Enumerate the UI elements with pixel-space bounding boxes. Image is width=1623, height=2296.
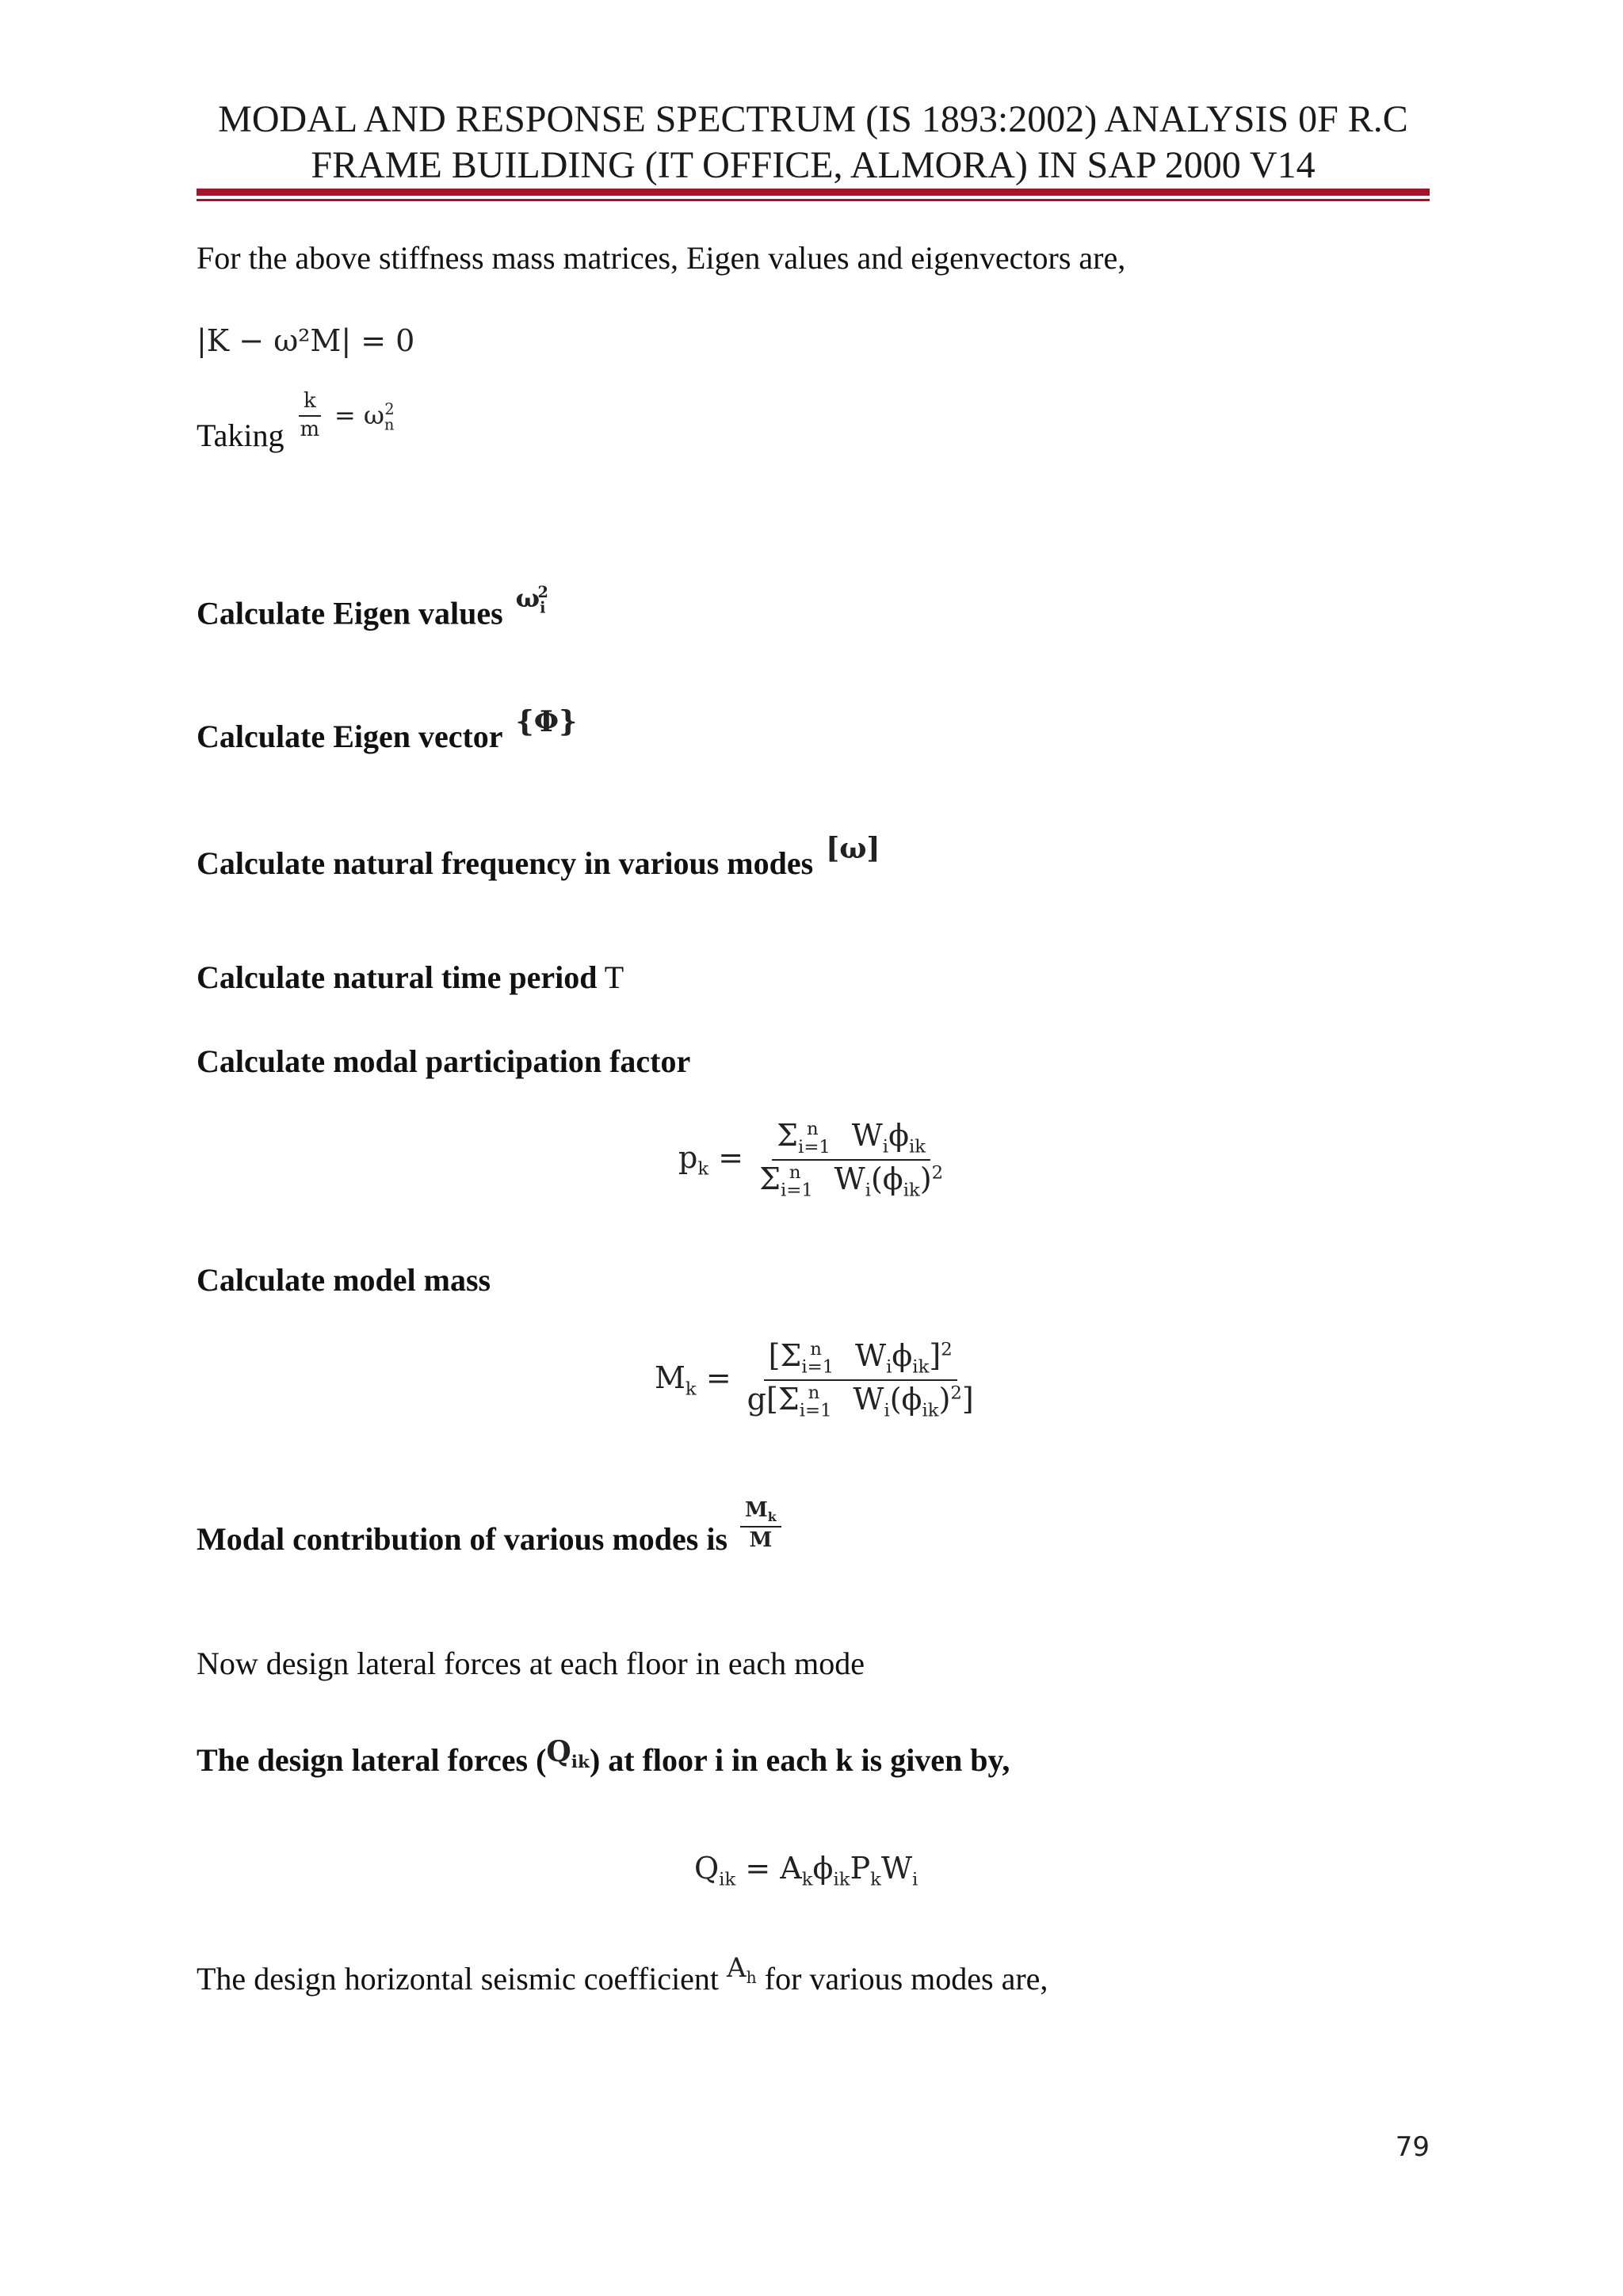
step-eigen-vector-label: Calculate Eigen vector: [197, 719, 503, 754]
modal-mass-equation: $M_k$ = $\frac{[\Sigma_{i=1}^n W_i\phi_{ik}]^2}{g[\Sigma_{i=1}^n W_i(\phi_{ik})^2]}$: [655, 1338, 974, 1421]
header-line-2: FRAME BUILDING (IT OFFICE, ALMORA) IN SAP 2000 V14: [311, 144, 1316, 186]
seismic-coefficient-prefix: The design horizontal seismic coefficient: [197, 1961, 720, 1997]
step-modal-contribution-label: Modal contribution of various modes is: [197, 1521, 728, 1557]
step-modal-contribution: [197, 1498, 781, 1569]
natural-frequency-relation: $\frac{k}{m}$ = $\omega_n^2$: [300, 389, 395, 441]
step-model-mass: Calculate model mass: [197, 1262, 491, 1298]
page-number: 79: [1395, 2131, 1430, 2163]
page-header: [197, 97, 1430, 189]
step-eigen-values: [197, 582, 556, 644]
omega-matrix-symbol: [ω]: [826, 832, 880, 865]
header-rule-thick: [197, 189, 1430, 196]
step-natural-frequency: [197, 832, 880, 883]
header-line-1: MODAL AND RESPONSE SPECTRUM (IS 1893:2002) ANALYSIS 0F R.C: [218, 98, 1408, 140]
omega-i-squared-symbol: ωi2: [515, 582, 548, 617]
step-natural-period: [197, 959, 624, 997]
design-lateral-forces-line: [197, 1735, 1010, 1791]
taking-label: Taking: [197, 417, 285, 453]
step-eigen-vector: [197, 705, 578, 757]
design-forces-intro: Now design lateral forces at each floor in each mode: [197, 1646, 865, 1681]
participation-factor-equation: $p_k$ = $\frac{\Sigma_{i=1}^n W_i\phi_{ik}}{\Sigma_{i=1}^n W_i(\phi_{ik})^2}$: [678, 1118, 944, 1201]
step-natural-frequency-label: Calculate natural frequency in various modes: [197, 845, 814, 881]
seismic-coefficient-line: [197, 1952, 1048, 2009]
step-natural-period-label: Calculate natural time period: [197, 959, 598, 995]
step-participation-factor: Calculate modal participation factor: [197, 1043, 691, 1079]
q-ik-symbol: $Q_{ik}$: [546, 1735, 590, 1773]
intro-paragraph: For the above stiffness mass matrices, Eigen values and eigenvectors are,: [197, 240, 1126, 276]
lateral-forces-suffix: ) at floor i in each k is given by,: [589, 1742, 1010, 1778]
seismic-coefficient-suffix: for various modes are,: [764, 1961, 1048, 1997]
lateral-force-equation: $Q_{ik} = A_k\phi_{ik}P_kW_i$: [694, 1851, 918, 1890]
header-rule-thin: [197, 199, 1430, 201]
characteristic-equation: |K − ω²M| = 0: [197, 323, 415, 358]
phi-vector-symbol: {Φ}: [515, 705, 578, 738]
a-h-symbol: Ah: [727, 1952, 757, 1987]
period-symbol: T: [604, 959, 624, 995]
lateral-forces-prefix: The design lateral forces (: [197, 1742, 547, 1778]
taking-line: [197, 389, 404, 466]
step-eigen-values-label: Calculate Eigen values: [197, 595, 503, 631]
mk-over-m-ratio: $\frac{M_k}{M}$: [740, 1505, 781, 1542]
